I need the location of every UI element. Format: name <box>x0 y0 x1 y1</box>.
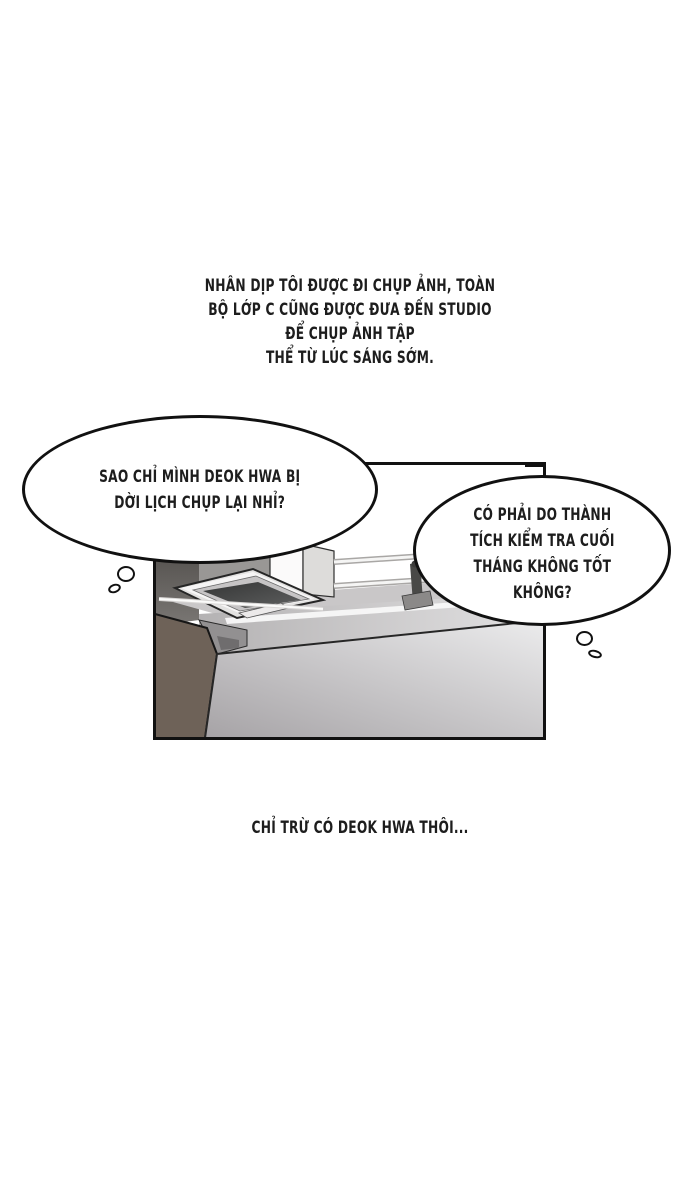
narration-line-1: NHÂN DỊP TÔI ĐƯỢC ĐI CHỤP ẢNH, TOÀN <box>204 276 496 296</box>
narration-line-4: THỂ TỪ LÚC SÁNG SỚM. <box>265 348 435 368</box>
thought-trail-right-large <box>576 631 593 646</box>
thought-bubble-left-text <box>99 464 300 516</box>
narration-caption <box>98 274 602 370</box>
bubble-right-line-4: KHÔNG? <box>512 582 572 603</box>
panel-border-nub <box>525 462 546 467</box>
duct-box-side <box>303 544 334 597</box>
narration-line-3: ĐỂ CHỤP ẢNH TẬP <box>285 324 415 344</box>
thought-trail-right-small <box>587 648 603 659</box>
thought-bubble-left <box>22 415 378 564</box>
bubble-right-line-1: CÓ PHẢI DO THÀNH <box>473 504 611 525</box>
bubble-left-line-1: SAO CHỈ MÌNH DEOK HWA BỊ <box>99 466 301 487</box>
bubble-right-line-3: THÁNG KHÔNG TỐT <box>473 556 611 577</box>
thought-trail-left-small <box>107 582 122 595</box>
bottom-caption <box>108 816 612 840</box>
narration-line-2: BỘ LỚP C CŨNG ĐƯỢC ĐƯA ĐẾN STUDIO <box>208 300 492 320</box>
thought-bubble-right-text <box>470 496 615 606</box>
bottom-caption-text: CHỈ TRỪ CÓ DEOK HWA THÔI... <box>251 818 469 838</box>
bubble-right-line-2: TÍCH KIỂM TRA CUỐI <box>469 530 615 551</box>
thought-trail-left-large <box>117 566 135 582</box>
bubble-left-line-2: DỜI LỊCH CHỤP LẠI NHỈ? <box>114 492 286 513</box>
thought-bubble-right <box>413 475 671 626</box>
